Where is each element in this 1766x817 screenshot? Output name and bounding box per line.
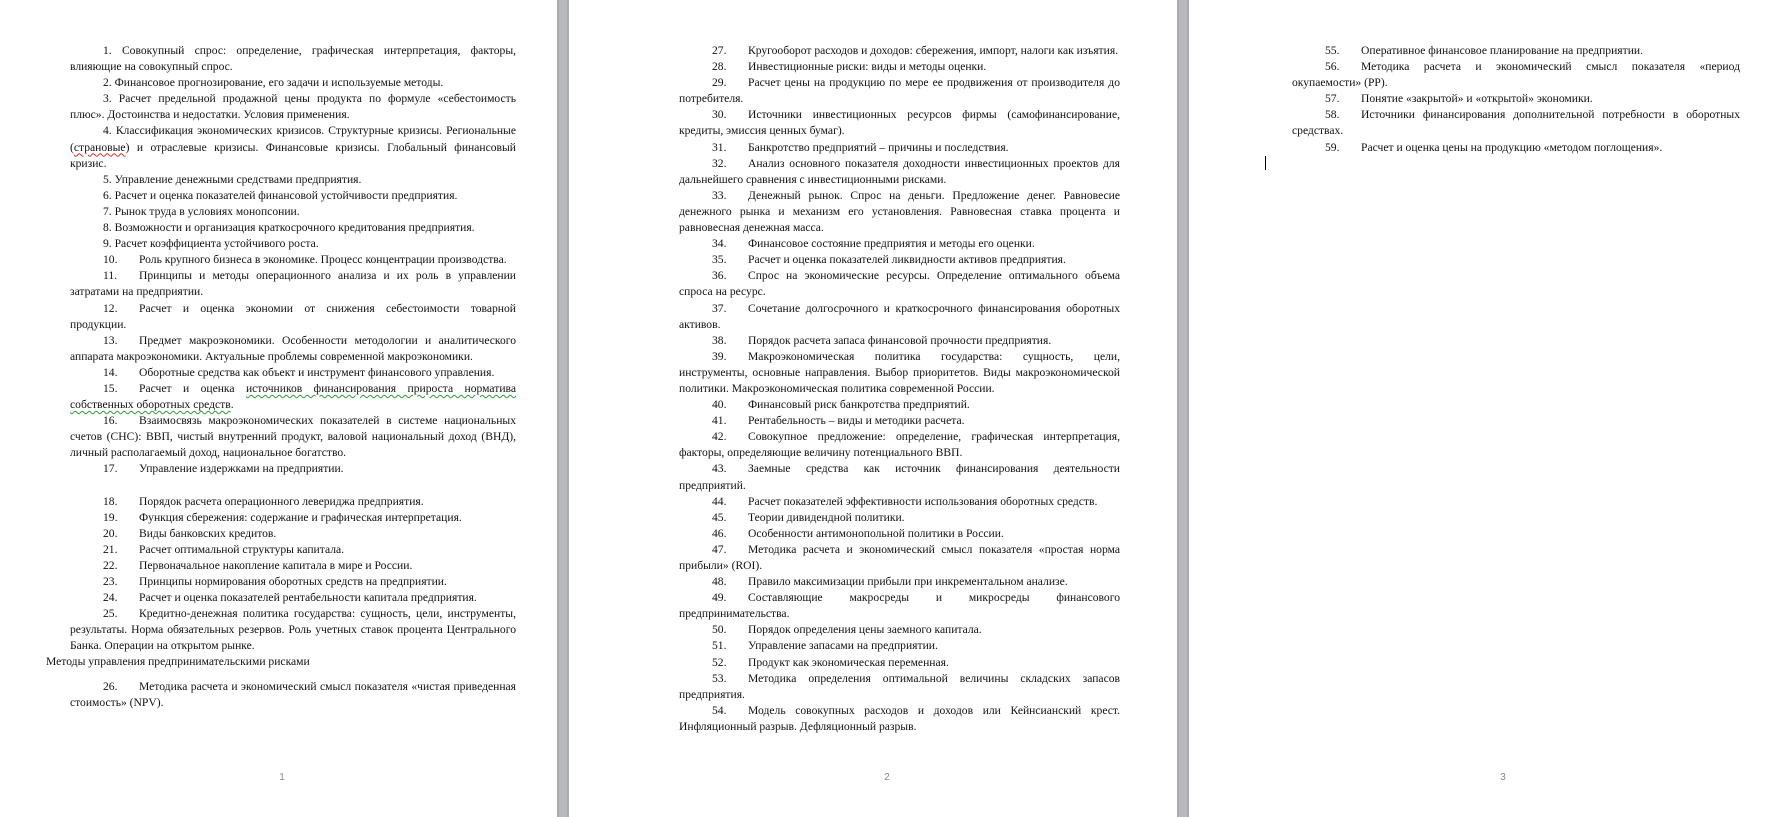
text-cursor — [1265, 156, 1266, 170]
page-2-body — [679, 43, 1120, 735]
list-item: 49. Составляющие макросреды и микросреды финансового предпринимательства. — [679, 591, 1120, 621]
list-item: 19. Функция сбережения: содержание и графическая интерпретация. — [103, 510, 462, 524]
list-item: 17. Управление издержками на предприятии. — [103, 462, 344, 476]
list-item: 34. Финансовое состояние предприятия и методы его оценки. — [712, 237, 1035, 251]
list-item: 4. Классификация экономических кризисов. Структурные кризисы. Региональные (страновые) и отраслевые кризисы. Финансовые кризисы. Глобальный финансовый кризис. — [70, 124, 516, 170]
list-item: 1. Совокупный спрос: определение, графическая интерпретация, факторы, влияющие на совокупный спрос. — [70, 44, 517, 74]
page-number: 1 — [279, 772, 285, 783]
list-item: 30. Источники инвестиционных ресурсов фирмы (самофинансирование, кредиты, эмиссия ценных бумаг). — [679, 108, 1120, 138]
document-page-1[interactable] — [0, 0, 557, 817]
list-item: 43. Заемные средства как источник финансирования деятельности предприятий. — [679, 462, 1120, 492]
list-item: 23. Принципы нормирования оборотных средств на предприятии. — [103, 575, 447, 588]
list-item: 51. Управление запасами на предприятии. — [712, 639, 938, 653]
page-3-body — [1292, 43, 1740, 156]
list-item: 12. Расчет и оценка экономии от снижения себестоимости товарной продукции. — [70, 301, 516, 331]
list-item: 25. Кредитно-денежная политика государства: сущность, цели, инструменты, результаты. Норма обязательных резервов. Роль учетных ставок процента Центрального Банка. Операции на открытом рынке. — [70, 607, 516, 653]
list-item: 42. Совокупное предложение: определение, графическая интерпретация, факторы, определяющие величину потенциального ВВП. — [679, 430, 1120, 460]
list-item: 32. Анализ основного показателя доходности инвестиционных проектов для дальнейшего сравнения с инвестиционными рисками. — [679, 156, 1120, 186]
list-item: 46. Особенности антимонопольной политики в России. — [712, 526, 1004, 540]
list-item: 33. Денежный рынок. Спрос на деньги. Предложение денег. Равновесие денежного рынка и механизм его установления. Равновесная ставка процента и равновесная денежная масса. — [679, 188, 1120, 235]
list-item: 5. Управление денежными средствами предприятия. — [103, 172, 362, 186]
empty-paragraph — [70, 671, 516, 679]
grammar-mark: источников финансирования прироста норматива собственных оборотных средств — [70, 381, 516, 412]
document-page-3[interactable] — [1189, 0, 1766, 817]
list-item: 10. Роль крупного бизнеса в экономике. Процесс концентрации производства. — [103, 253, 507, 267]
list-item: 39. Макроэкономическая политика государства: сущность, цели, инструменты, основные направления. Выбор приоритетов. Виды макроэкономической политики. Макроэкономическая политика современной России. — [679, 349, 1120, 395]
list-item: 58. Источники финансирования дополнительной потребности в оборотных средствах. — [1292, 108, 1740, 138]
list-item: 35. Расчет и оценка показателей ликвидности активов предприятия. — [712, 253, 1066, 267]
document-page-2[interactable] — [569, 0, 1177, 817]
list-item: 37. Сочетание долгосрочного и краткосрочного финансирования оборотных активов. — [679, 301, 1120, 331]
list-item: 47. Методика расчета и экономический смысл показателя «простая норма прибыли» (ROI). — [679, 542, 1120, 572]
list-item: 52. Продукт как экономическая переменная. — [712, 655, 949, 669]
page-number: 3 — [1500, 772, 1506, 783]
list-item: 2. Финансовое прогнозирование, его задачи и используемые методы. — [103, 76, 444, 90]
list-item: 9. Расчет коэффициента устойчивого роста. — [103, 237, 319, 251]
list-item: 55. Оперативное финансовое планирование на предприятии. — [1325, 44, 1644, 57]
spelling-mark: страновые — [73, 140, 126, 154]
list-item: 56. Методика расчета и экономический смысл показателя «период окупаемости» (PP). — [1292, 60, 1740, 90]
empty-paragraph — [70, 478, 516, 494]
list-item: 48. Правило максимизации прибыли при инкрементальном анализе. — [712, 575, 1068, 589]
list-item: 53. Методика определения оптимальной величины складских запасов предприятия. — [679, 671, 1120, 701]
list-item: 13. Предмет макроэкономики. Особенности методологии и аналитического аппарата макроэкономики. Актуальные проблемы современной макроэкономики. — [70, 333, 516, 363]
list-item: 3. Расчет предельной продажной цены продукта по формуле «себестоимость плюс». Достоинства и недостатки. Условия применения. — [70, 92, 516, 122]
list-item: 11. Принципы и методы операционного анализа и их роль в управлении затратами на предприятии. — [70, 269, 516, 299]
list-item: 29. Расчет цены на продукцию по мере ее продвижения от производителя до потребителя. — [679, 76, 1120, 106]
list-item: 41. Рентабельность – виды и методики расчета. — [712, 414, 965, 428]
page-number: 2 — [884, 772, 890, 783]
list-item: 31. Банкротство предприятий – причины и последствия. — [712, 140, 1009, 154]
list-item: 8. Возможности и организация краткосрочного кредитования предприятия. — [103, 221, 475, 235]
list-item: 57. Понятие «закрытой» и «открытой» экономики. — [1325, 92, 1593, 106]
list-item: 26. Методика расчета и экономический смысл показателя «чистая приведенная стоимость» (NPV). — [70, 679, 516, 709]
list-item: 40. Финансовый риск банкротства предприятий. — [712, 398, 970, 412]
list-item: 21. Расчет оптимальной структуры капитала. — [103, 542, 345, 556]
section-heading: Методы управления предпринимательскими рисками — [46, 655, 310, 669]
list-item: 22. Первоначальное накопление капитала в мире и России. — [103, 558, 413, 572]
list-item: 54. Модель совокупных расходов и доходов или Кейнсианский крест. Инфляционный разрыв. Дефляционный разрыв. — [679, 703, 1120, 733]
list-item: 15. Расчет и оценка источников финансирования прироста норматива собственных оборотных средств. — [70, 381, 516, 412]
list-item: 38. Порядок расчета запаса финансовой прочности предприятия. — [712, 333, 1052, 347]
list-item: 7. Рынок труда в условиях монопсонии. — [103, 204, 300, 218]
list-item: 6. Расчет и оценка показателей финансовой устойчивости предприятия. — [103, 188, 458, 202]
list-item: 27. Кругооборот расходов и доходов: сбережения, импорт, налоги как изъятия. — [712, 44, 1119, 57]
list-item: 45. Теории дивидендной политики. — [712, 510, 905, 524]
list-item: 59. Расчет и оценка цены на продукцию «методом поглощения». — [1325, 140, 1663, 154]
list-item: 20. Виды банковских кредитов. — [103, 526, 277, 540]
list-item: 36. Спрос на экономические ресурсы. Определение оптимального объема спроса на ресурс. — [679, 269, 1120, 299]
list-item: 44. Расчет показателей эффективности использования оборотных средств. — [712, 494, 1098, 508]
list-item: 50. Порядок определения цены заемного капитала. — [712, 623, 982, 637]
list-item: 14. Оборотные средства как объект и инструмент финансового управления. — [103, 365, 495, 379]
page-gutter — [1177, 0, 1189, 817]
page-gutter — [557, 0, 569, 817]
list-item: 24. Расчет и оценка показателей рентабельности капитала предприятия. — [103, 591, 477, 605]
list-item: 28. Инвестиционные риски: виды и методы оценки. — [712, 60, 987, 74]
page-1-body — [46, 43, 517, 711]
list-item: 18. Порядок расчета операционного левериджа предприятия. — [103, 494, 424, 508]
list-item: 16. Взаимосвязь макроэкономических показателей в системе национальных счетов (СНС): ВВП, чистый внутренний продукт, валовой национальный доход (ВНД), личный располагаемый доход, национальное богатство. — [70, 414, 516, 460]
